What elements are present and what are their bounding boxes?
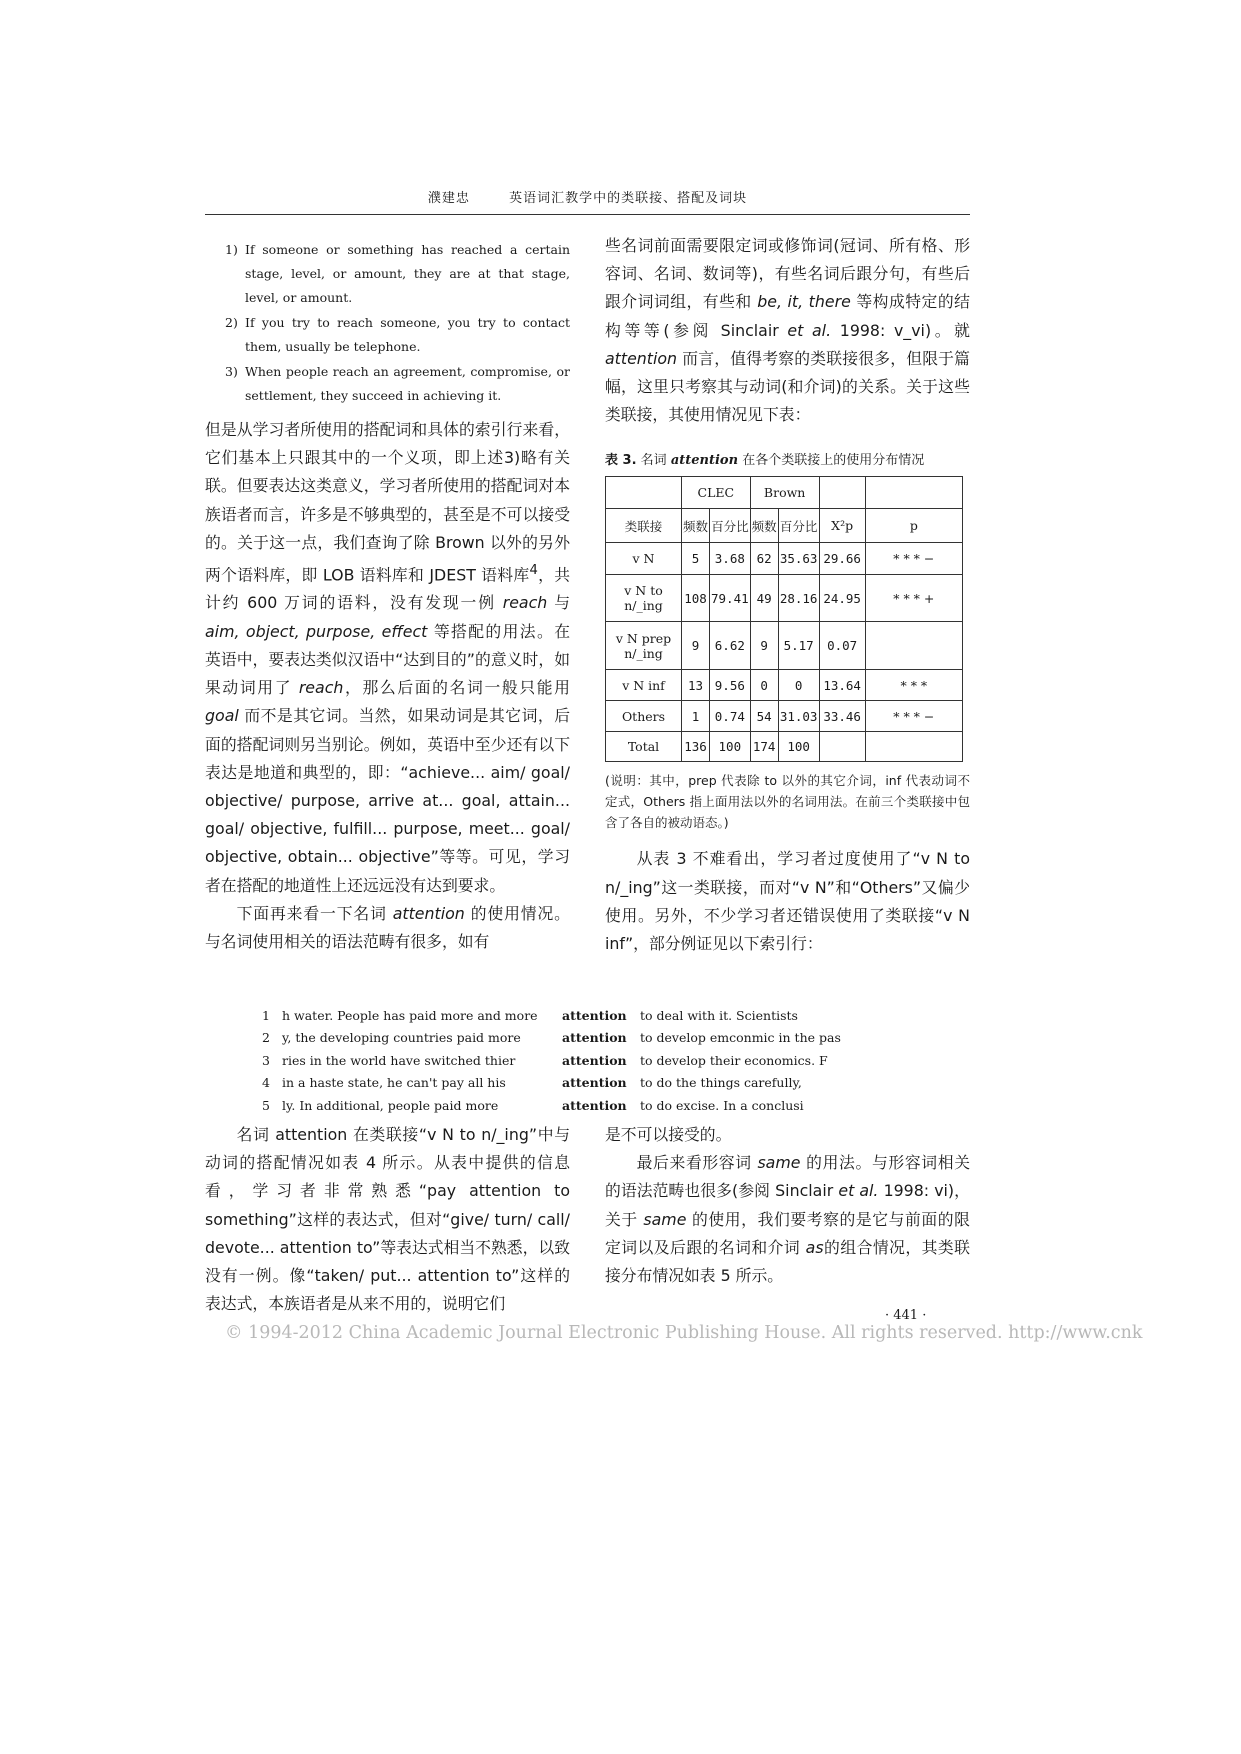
table-row: Total 136 100 174 100 — [606, 732, 963, 762]
left-column-lower — [205, 1121, 570, 1318]
body-paragraph: 名词 attention 在类联接“v N to n/_ing”中与动词的搭配情况如表 4 所示。从表中提供的信息看，学习者非常熟悉“pay attention to something”这样的表达式，但对“give/ turn/ call/ devote... attention to”等表达式相当不熟悉，以致没有一例。像“taken/ put... attention to”这样的表达式，本族语者是从来不用的，说明它们 — [205, 1125, 570, 1314]
concordance-line: 5 ly. In additional, people paid more attention to do excise. In a conclusi — [262, 1097, 804, 1113]
header-rule — [205, 214, 970, 215]
header-author: 濮建忠 — [427, 191, 470, 206]
definition-number: 2) — [225, 315, 238, 330]
column-header: p — [865, 509, 962, 543]
term-italic: aim, object, purpose, effect — [205, 621, 428, 641]
term-italic: et al. — [838, 1181, 879, 1201]
column-header: 类联接 — [606, 509, 682, 543]
term-italic: reach — [502, 593, 548, 613]
body-paragraph: 从表 3 不难看出，学习者过度使用了“v N to n/_ing”这一类联接，而对“v N”和“Others”又偏少使用。另外，不少学习者还错误使用了类联接“v N inf”，部分例证见以下索引行： — [605, 849, 970, 954]
data-table — [605, 476, 963, 762]
term-italic: attention — [605, 348, 678, 368]
column-header: 百分比 — [710, 509, 751, 543]
header-title: 英语词汇教学中的类联接、搭配及词块 — [509, 191, 748, 206]
concordance-keyword: attention — [562, 1007, 627, 1023]
body-paragraph: 些名词前面需要限定词或修饰词(冠词、所有格、形容词、名词、数词等)，有些名词后跟分句，有些后跟介词词组，有些和 be, it, there 等构成特定的结构等等(参阅 Sinclair et al. 1998: v_vi)。就 attention 而言，值得考察的类联接很多，但限于篇幅，这里只考察其与动词(和介词)的关系。关于这些类联接，其使用情况见下表： — [605, 236, 970, 425]
definition-item — [205, 238, 570, 310]
table-label: 表 3. — [605, 453, 637, 469]
term-italic: reach — [298, 678, 344, 698]
concordance-line: 3 ries in the world have switched thier attention to develop their economics. F — [262, 1052, 828, 1068]
term-italic: as — [805, 1237, 824, 1257]
term-italic: goal — [205, 706, 239, 726]
table-caption: 表 3. 名词 attention 在各个类联接上的使用分布情况 — [605, 453, 925, 469]
column-header: 频数 — [750, 509, 778, 543]
concordance-keyword: attention — [562, 1075, 627, 1091]
definition-number: 1) — [225, 242, 238, 257]
table-row: v N inf 13 9.56 0 0 13.64 * * * — [606, 670, 963, 701]
definition-text: When people reach an agreement, compromise, or settlement, they succeed in achieving it. — [245, 364, 570, 403]
concordance-keyword: attention — [562, 1030, 627, 1046]
table-note: (说明：其中，prep 代表除 to 以外的其它介词，inf 代表动词不定式，Others 指上面用法以外的名词用法。在前三个类联接中包含了各自的被动语态。) — [605, 773, 970, 831]
definition-item — [205, 311, 570, 359]
column-header: 百分比 — [778, 509, 819, 543]
table-group-header-row — [606, 477, 963, 509]
body-paragraph: 最后来看形容词 same 的用法。与形容词相关的语法范畴也很多(参阅 Sinclair et al. 1998: vi)，关于 same 的使用，我们要考察的是它与前面的限定词以及后跟的名词和介词 as的组合情况，其类联接分布情况如表 5 所示。 — [605, 1153, 970, 1286]
body-paragraph: 是不可以接受的。 — [605, 1125, 732, 1144]
definition-list — [205, 238, 570, 408]
right-column — [605, 232, 970, 958]
table-row: Others 1 0.74 54 31.03 33.46 * * * − — [606, 701, 963, 732]
table-caption-term: attention — [670, 453, 739, 469]
table-row: v N prep n/_ing 9 6.62 9 5.17 0.07 — [606, 622, 963, 670]
left-column — [205, 238, 570, 956]
definition-item — [205, 360, 570, 408]
running-header — [205, 187, 970, 206]
table-header-row — [606, 509, 963, 543]
concordance-line: 1 h water. People has paid more and more attention to deal with it. Scientists — [262, 1007, 798, 1023]
concordance-line: 2 y, the developing countries paid more attention to develop emconmic in the pas — [262, 1030, 841, 1046]
group-header-brown: Brown — [750, 477, 819, 509]
right-column-lower — [605, 1121, 970, 1290]
term-italic: be, it, there — [757, 292, 851, 312]
term-italic: attention — [392, 903, 465, 923]
term-italic: same — [643, 1209, 687, 1229]
table-row: v N to n/_ing 108 79.41 49 28.16 24.95 * * * + — [606, 575, 963, 622]
table-row: v N 5 3.68 62 35.63 29.66 * * * − — [606, 543, 963, 575]
footnote-marker: 4 — [529, 563, 538, 579]
page-number: · 441 · — [885, 1308, 927, 1323]
body-paragraph: 但是从学习者所使用的搭配词和具体的索引行来看，它们基本上只跟其中的一个义项，即上述3)略有关联。但要表达这类意义，学习者所使用的搭配词对本族语者而言，许多是不够典型的，甚至是不可以接受的。关于这一点，我们查询了除 Brown 以外的另外两个语料库，即 LOB 语料库和 JDEST 语料库$^4$，共计约 600 万词的语料，没有发现一例 reach 与 aim, object, purpose, effect 等搭配的用法。在英语中，要表达类似汉语中“达到目的”的意义时，如果动词用了 reach，那么后面的名词一般只能用 goal 而不是其它词。当然，如果动词是其它词，后面的搭配词则另当别论。例如，英语中至少还有以下表达是地道和典型的，即：“achieve... aim/ goal/ objective/ purpose, arrive at... goal, attain... goal/ objective, fulfill... purpose, meet... goal/ objective, obtain... objective”等等。可见，学习者在搭配的地道性上还远远没有达到要求。 — [205, 420, 571, 895]
concordance-keyword: attention — [562, 1052, 627, 1068]
concordance-lines — [262, 1004, 902, 1117]
concordance-keyword: attention — [562, 1097, 627, 1113]
definition-text: If someone or something has reached a certain stage, level, or amount, they are at that stage, level, or amount. — [245, 242, 570, 305]
column-header: 频数 — [682, 509, 710, 543]
definition-text: If you try to reach someone, you try to contact them, usually be telephone. — [245, 315, 570, 354]
term-italic: et al. — [787, 320, 832, 340]
term-italic: same — [757, 1153, 801, 1173]
concordance-line: 4 in a haste state, he can't pay all his attention to do the things carefully, — [262, 1075, 802, 1091]
copyright-watermark: © 1994-2012 China Academic Journal Electronic Publishing House. All rights reserved. http://www.cnk — [225, 1323, 1143, 1343]
group-header-clec: CLEC — [682, 477, 751, 509]
definition-number: 3) — [225, 364, 238, 379]
body-paragraph: 下面再来看一下名词 attention 的使用情况。与名词使用相关的语法范畴有很多，如有 — [205, 903, 570, 951]
column-header: X²p — [819, 509, 865, 543]
